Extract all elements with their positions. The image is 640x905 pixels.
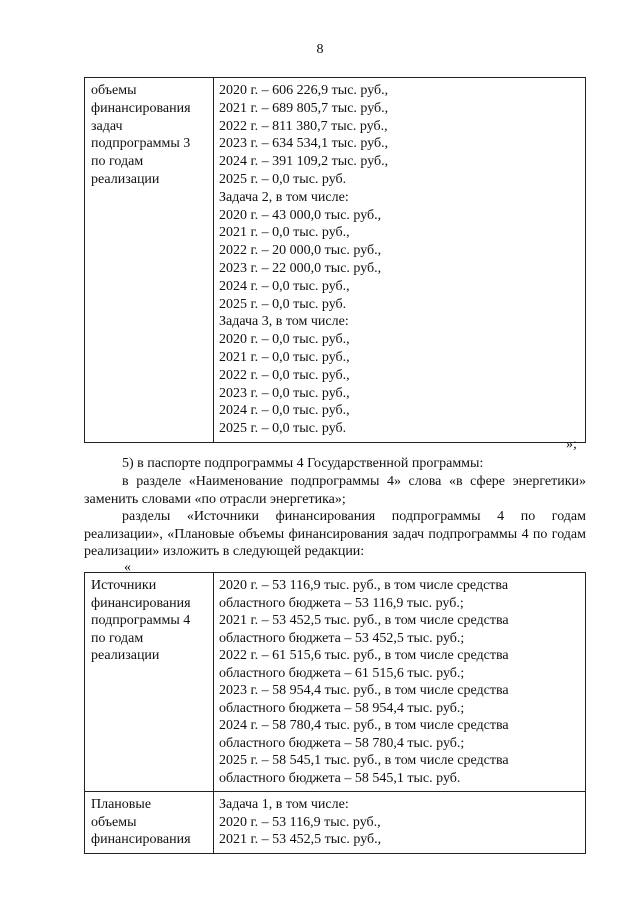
label-line: объемы (91, 814, 137, 830)
value-line: 2025 г. – 0,0 тыс. руб. (219, 421, 347, 437)
value-line: 2021 г. – 689 805,7 тыс. руб., (219, 100, 389, 116)
label-line: объемы (91, 83, 137, 98)
value-line: областного бюджета – 58 780,4 тыс. руб.; (219, 735, 465, 751)
value-line: областного бюджета – 58 954,4 тыс. руб.; (219, 700, 465, 716)
subprogram-4-funding-table (84, 572, 586, 854)
table-label-cell (85, 573, 214, 792)
table-row (85, 792, 586, 854)
label-line: подпрограммы 3 (91, 136, 191, 152)
page-number: 8 (316, 42, 324, 57)
value-line: 2020 г. – 0,0 тыс. руб., (219, 332, 350, 348)
value-line: областного бюджета – 61 515,6 тыс. руб.; (219, 665, 465, 681)
value-line: 2025 г. – 58 545,1 тыс. руб., в том числе средства (219, 753, 509, 768)
table-row (85, 573, 586, 792)
label-line: подпрограммы 4 (91, 613, 191, 628)
table-label-cell (85, 78, 214, 443)
value-line: 2024 г. – 0,0 тыс. руб., (219, 403, 350, 419)
label-line: реализации (91, 648, 160, 663)
value-line: 2023 г. – 58 954,4 тыс. руб., в том числе средства (219, 683, 509, 698)
table-label-cell (85, 792, 214, 854)
label-line: финансирования (91, 100, 191, 116)
value-line: 2020 г. – 606 226,9 тыс. руб., (219, 83, 389, 98)
value-line: областного бюджета – 58 545,1 тыс. руб. (219, 770, 461, 786)
label-line: по годам (91, 154, 144, 170)
value-line: Задача 1, в том числе: (219, 797, 349, 812)
value-line: 2020 г. – 53 116,9 тыс. руб., (219, 814, 381, 830)
label-line: Плановые (91, 797, 152, 812)
opening-quote: « (124, 560, 131, 575)
label-line: финансирования (91, 595, 191, 611)
value-line: областного бюджета – 53 452,5 тыс. руб.; (219, 630, 465, 646)
value-line: 2021 г. – 0,0 тыс. руб., (219, 225, 350, 241)
value-line: 2024 г. – 58 780,4 тыс. руб., в том числе средства (219, 718, 509, 733)
value-line: 2022 г. – 811 380,7 тыс. руб., (219, 118, 388, 134)
paragraph-sections-replace: разделы «Источники финансирования подпрограммы 4 по годам реализации», «Плановые объемы финансирования задач подпрограммы 4 по годам реализации» изложить в следующей редакции: (84, 509, 586, 559)
value-line: 2023 г. – 634 534,1 тыс. руб., (219, 136, 389, 152)
table-value-cell (214, 573, 586, 792)
table-value-cell (214, 792, 586, 854)
value-line: 2024 г. – 391 109,2 тыс. руб., (219, 154, 389, 170)
value-line: 2023 г. – 22 000,0 тыс. руб., (219, 260, 382, 276)
subprogram-3-funding-table (84, 77, 586, 443)
value-line: областного бюджета – 53 116,9 тыс. руб.; (219, 595, 464, 611)
value-line: Задача 2, в том числе: (219, 189, 349, 205)
value-line: 2020 г. – 43 000,0 тыс. руб., (219, 207, 382, 223)
value-line: 2022 г. – 0,0 тыс. руб., (219, 367, 350, 383)
value-line: 2022 г. – 61 515,6 тыс. руб., в том числе средства (219, 648, 509, 663)
value-line: 2021 г. – 53 452,5 тыс. руб., в том числе средства (219, 613, 509, 628)
label-line: реализации (91, 171, 160, 187)
table-value-cell (214, 78, 586, 443)
value-line: 2020 г. – 53 116,9 тыс. руб., в том числе средства (219, 578, 509, 593)
value-line: 2021 г. – 53 452,5 тыс. руб., (219, 832, 382, 847)
value-line: Задача 3, в том числе: (219, 314, 349, 330)
value-line: 2022 г. – 20 000,0 тыс. руб., (219, 243, 382, 259)
label-line: задач (91, 118, 123, 134)
value-line: 2021 г. – 0,0 тыс. руб., (219, 349, 350, 365)
paragraph-section-name: в разделе «Наименование подпрограммы 4» слова «в сфере энергетики» заменить словами «по отрасли энергетика»; (84, 474, 586, 507)
label-line: финансирования (91, 832, 191, 847)
label-line: по годам (91, 630, 144, 646)
value-line: 2025 г. – 0,0 тыс. руб. (219, 296, 347, 312)
value-line: 2023 г. – 0,0 тыс. руб., (219, 385, 350, 401)
value-line: 2024 г. – 0,0 тыс. руб., (219, 278, 350, 294)
paragraph-item-5: 5) в паспорте подпрограммы 4 Государственной программы: (122, 456, 484, 471)
closing-quote: »; (566, 437, 577, 452)
table-row (85, 78, 586, 443)
label-line: Источники (91, 578, 157, 593)
value-line: 2025 г. – 0,0 тыс. руб. (219, 171, 347, 187)
